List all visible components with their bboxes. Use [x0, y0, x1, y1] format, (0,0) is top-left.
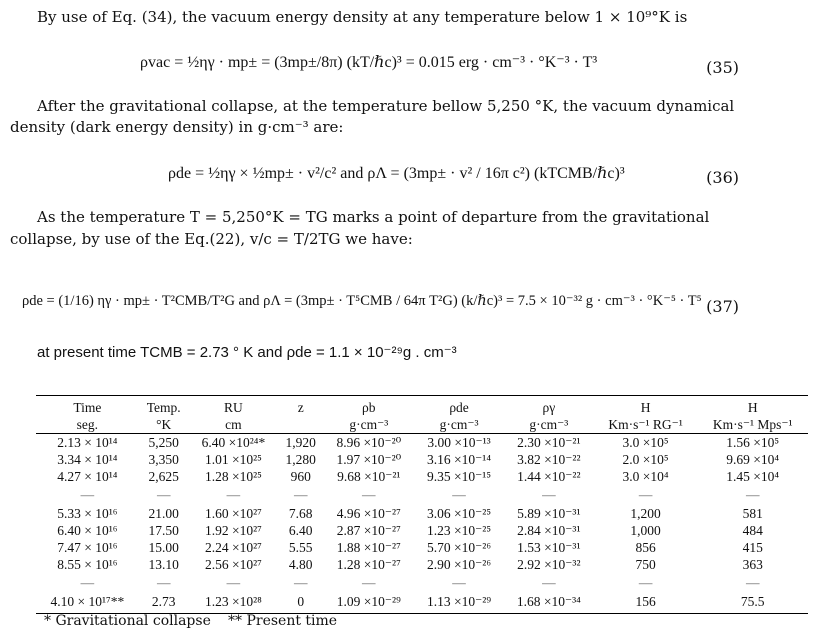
- intro-text: By use of Eq. (34), the vacuum energy density at any temperature below 1 × 10⁹°K is: [37, 8, 688, 26]
- table-cell: 6.40 × 10¹⁶: [57, 523, 118, 538]
- table-cell: 3,350: [148, 452, 179, 467]
- present-time-line: at present time TCMB = 2.73 ° K and ρde = 1.1 × 10⁻²⁹g . cm⁻³: [37, 344, 457, 361]
- header-h-rg: H: [594, 396, 698, 417]
- table-cell: —: [293, 487, 308, 502]
- para2-line2: density (dark energy density) in g·cm⁻³ are:: [10, 118, 344, 136]
- table-cell: 8.55 × 10¹⁶: [57, 557, 118, 572]
- table-cell: —: [156, 575, 171, 590]
- table-cell: 1.28 ×10²⁵: [204, 469, 262, 484]
- table-cell: 9.68 ×10⁻²¹: [337, 469, 401, 484]
- unit-time: seg.: [36, 416, 139, 434]
- table-cell: 1.13 ×10⁻²⁹: [414, 593, 504, 614]
- table-cell: 2.13 × 10¹⁴: [57, 435, 118, 450]
- table-cell: 750: [635, 557, 656, 572]
- unit-rho-gamma: g·cm⁻³: [504, 416, 594, 434]
- table-cell: 17.50: [148, 523, 179, 538]
- table-cell: 1.09 ×10⁻²⁹: [323, 593, 414, 614]
- table-row: [36, 593, 808, 614]
- table-cell: —: [638, 487, 653, 502]
- table-units-row: [36, 416, 808, 434]
- header-rho-b: ρb: [323, 396, 414, 417]
- table-cell: 5,250: [148, 435, 179, 450]
- table-cell: 1.44 ×10⁻²²: [517, 469, 581, 484]
- para3-line2: collapse, by use of the Eq.(22), v/c = T/2TG we have:: [10, 230, 413, 248]
- table-row: [36, 451, 808, 468]
- table-cell: 4.27 × 10¹⁴: [57, 469, 118, 484]
- equation-36: ρde = ½ηγ × ½mp± · v²/c² and ρΛ = (3mp± · v² / 16π c²) (kTCMB/ℏc)³: [168, 165, 625, 182]
- table-cell: 5.33 × 10¹⁶: [57, 506, 118, 521]
- table-cell: —: [542, 575, 556, 590]
- table-cell: 4.10 × 10¹⁷**: [36, 593, 139, 614]
- header-z: z: [278, 396, 323, 417]
- unit-ru: cm: [189, 416, 278, 434]
- table-cell: 3.82 ×10⁻²²: [517, 452, 581, 467]
- table-cell: 2.84 ×10⁻³¹: [517, 523, 581, 538]
- table-cell: 484: [742, 523, 763, 538]
- eq35-rhs: = 0.015 erg · cm⁻³ · °K⁻³ · T³: [405, 54, 598, 71]
- table-cell: 1.53 ×10⁻³¹: [517, 540, 581, 555]
- table-cell: 2,625: [148, 469, 179, 484]
- table-cell: 1,000: [630, 523, 661, 538]
- table-header-row: [36, 396, 808, 417]
- table-cell: 2.56 ×10²⁷: [204, 557, 262, 572]
- table-cell: 156: [594, 593, 698, 614]
- table-cell: 856: [635, 540, 656, 555]
- table-row: [36, 468, 808, 485]
- unit-z: [278, 416, 323, 434]
- table-cell: —: [80, 575, 95, 590]
- para2-line1: After the gravitational collapse, at the temperature bellow 5,250 °K, the vacuum dynamical: [37, 97, 735, 115]
- table-cell: 1.60 ×10²⁷: [204, 506, 262, 521]
- equation-35: [140, 52, 597, 72]
- unit-rho-de: g·cm⁻³: [414, 416, 504, 434]
- table-cell: 1.92 ×10²⁷: [204, 523, 262, 538]
- table-cell: —: [362, 487, 376, 502]
- equation-37: ρde = (1/16) ηγ · mp± · T²CMB/T²G and ρΛ = (3mp± · T⁵CMB / 64π T²G) (k/ℏc)³ = 7.5 × 10⁻³² g · cm⁻³ · °K⁻⁵ · T⁵: [22, 293, 702, 309]
- eq37-number: (37): [706, 297, 739, 316]
- table-cell: 75.5: [697, 593, 808, 614]
- unit-rho-b: g·cm⁻³: [323, 416, 414, 434]
- table-cell: 1.23 ×10⁻²⁵: [427, 523, 492, 538]
- table-cell: 1.56 ×10⁵: [726, 435, 780, 450]
- table-cell: 3.0 ×10⁴: [622, 469, 669, 484]
- table-row: [36, 505, 808, 522]
- table-cell: 8.96 ×10⁻²⁰: [336, 435, 402, 450]
- table-cell: 960: [290, 469, 311, 484]
- eq35-number: (35): [706, 58, 739, 77]
- table-cell: 2.24 ×10²⁷: [204, 540, 262, 555]
- eq36-number: (36): [706, 168, 739, 187]
- table-row: [36, 573, 808, 593]
- table-cell: —: [745, 575, 760, 590]
- table-cell: 3.34 × 10¹⁴: [57, 452, 118, 467]
- table-cell: 7.68: [288, 506, 313, 521]
- table-body: [36, 434, 808, 614]
- table-cell: 1,280: [285, 452, 316, 467]
- table-cell: —: [226, 575, 241, 590]
- header-temp: Temp.: [139, 396, 189, 417]
- table-cell: 13.10: [148, 557, 179, 572]
- table-cell: 6.40: [288, 523, 313, 538]
- table-cell: —: [293, 575, 308, 590]
- table-cell: —: [638, 575, 653, 590]
- table-cell: —: [156, 487, 171, 502]
- table-cell: 9.69 ×10⁴: [726, 452, 780, 467]
- table-cell: 581: [742, 506, 763, 521]
- table-cell: —: [745, 487, 760, 502]
- table-row: [36, 485, 808, 505]
- table-row: [36, 434, 808, 452]
- table-cell: 6.40 ×10²⁴*: [201, 435, 266, 450]
- table-cell: —: [542, 487, 556, 502]
- table-cell: 1,200: [630, 506, 661, 521]
- header-rho-gamma: ργ: [504, 396, 594, 417]
- table-cell: 1.28 ×10⁻²⁷: [336, 557, 401, 572]
- table-cell: 9.35 ×10⁻¹⁵: [427, 469, 492, 484]
- header-h-mps: H: [697, 396, 808, 417]
- table-cell: 1.68 ×10⁻³⁴: [504, 593, 594, 614]
- table-cell: 4.96 ×10⁻²⁷: [336, 506, 401, 521]
- table-cell: 5.89 ×10⁻³¹: [517, 506, 581, 521]
- unit-h-mps: Km·s⁻¹ Mps⁻¹: [697, 416, 808, 434]
- table-cell: 4.80: [288, 557, 313, 572]
- header-rho-de: ρde: [414, 396, 504, 417]
- table-cell: 363: [742, 557, 763, 572]
- table-cell: 7.47 × 10¹⁶: [57, 540, 118, 555]
- table-cell: 2.0 ×10⁵: [622, 452, 669, 467]
- table-cell: 5.55: [288, 540, 313, 555]
- table-cell: 1.45 ×10⁴: [726, 469, 780, 484]
- cosmology-table: [36, 395, 808, 614]
- table-cell: 1.88 ×10⁻²⁷: [336, 540, 401, 555]
- table-row: [36, 522, 808, 539]
- table-cell: 3.16 ×10⁻¹⁴: [427, 452, 492, 467]
- table-cell: —: [452, 575, 466, 590]
- table-cell: 1.97 ×10⁻²⁰: [336, 452, 402, 467]
- table-cell: 1.01 ×10²⁵: [204, 452, 262, 467]
- table-cell: 2.87 ×10⁻²⁷: [336, 523, 401, 538]
- table-cell: 2.90 ×10⁻²⁶: [427, 557, 492, 572]
- table-cell: 0: [278, 593, 323, 614]
- table-cell: 3.00 ×10⁻¹³: [427, 435, 491, 450]
- table-cell: —: [452, 487, 466, 502]
- unit-h-rg: Km·s⁻¹ RG⁻¹: [594, 416, 698, 434]
- eq35-lhs: ρvac = ½ηγ · mp± = (3mp±/8π) (kT/ℏc)³: [140, 54, 402, 71]
- table-row: [36, 539, 808, 556]
- table-cell: 5.70 ×10⁻²⁶: [427, 540, 492, 555]
- table-row: [36, 556, 808, 573]
- header-time: Time: [36, 396, 139, 417]
- unit-temp: °K: [139, 416, 189, 434]
- table-cell: 3.06 ×10⁻²⁵: [427, 506, 492, 521]
- table-cell: 15.00: [148, 540, 179, 555]
- table-cell: 1,920: [285, 435, 316, 450]
- footnote-collapse: * Gravitational collapse: [44, 613, 211, 629]
- para3-line1: As the temperature T = 5,250°K = TG marks a point of departure from the gravitational: [37, 208, 710, 226]
- table-cell: 1.23 ×10²⁸: [189, 593, 278, 614]
- table-cell: —: [226, 487, 241, 502]
- header-ru: RU: [189, 396, 278, 417]
- table-cell: 415: [742, 540, 763, 555]
- table-cell: 2.92 ×10⁻³²: [517, 557, 581, 572]
- table-cell: 2.30 ×10⁻²¹: [517, 435, 581, 450]
- table-cell: 3.0 ×10⁵: [622, 435, 669, 450]
- footnote-present: ** Present time: [228, 613, 338, 629]
- table-cell: —: [362, 575, 376, 590]
- table-cell: —: [80, 487, 95, 502]
- table-cell: 2.73: [139, 593, 189, 614]
- table-cell: 21.00: [148, 506, 179, 521]
